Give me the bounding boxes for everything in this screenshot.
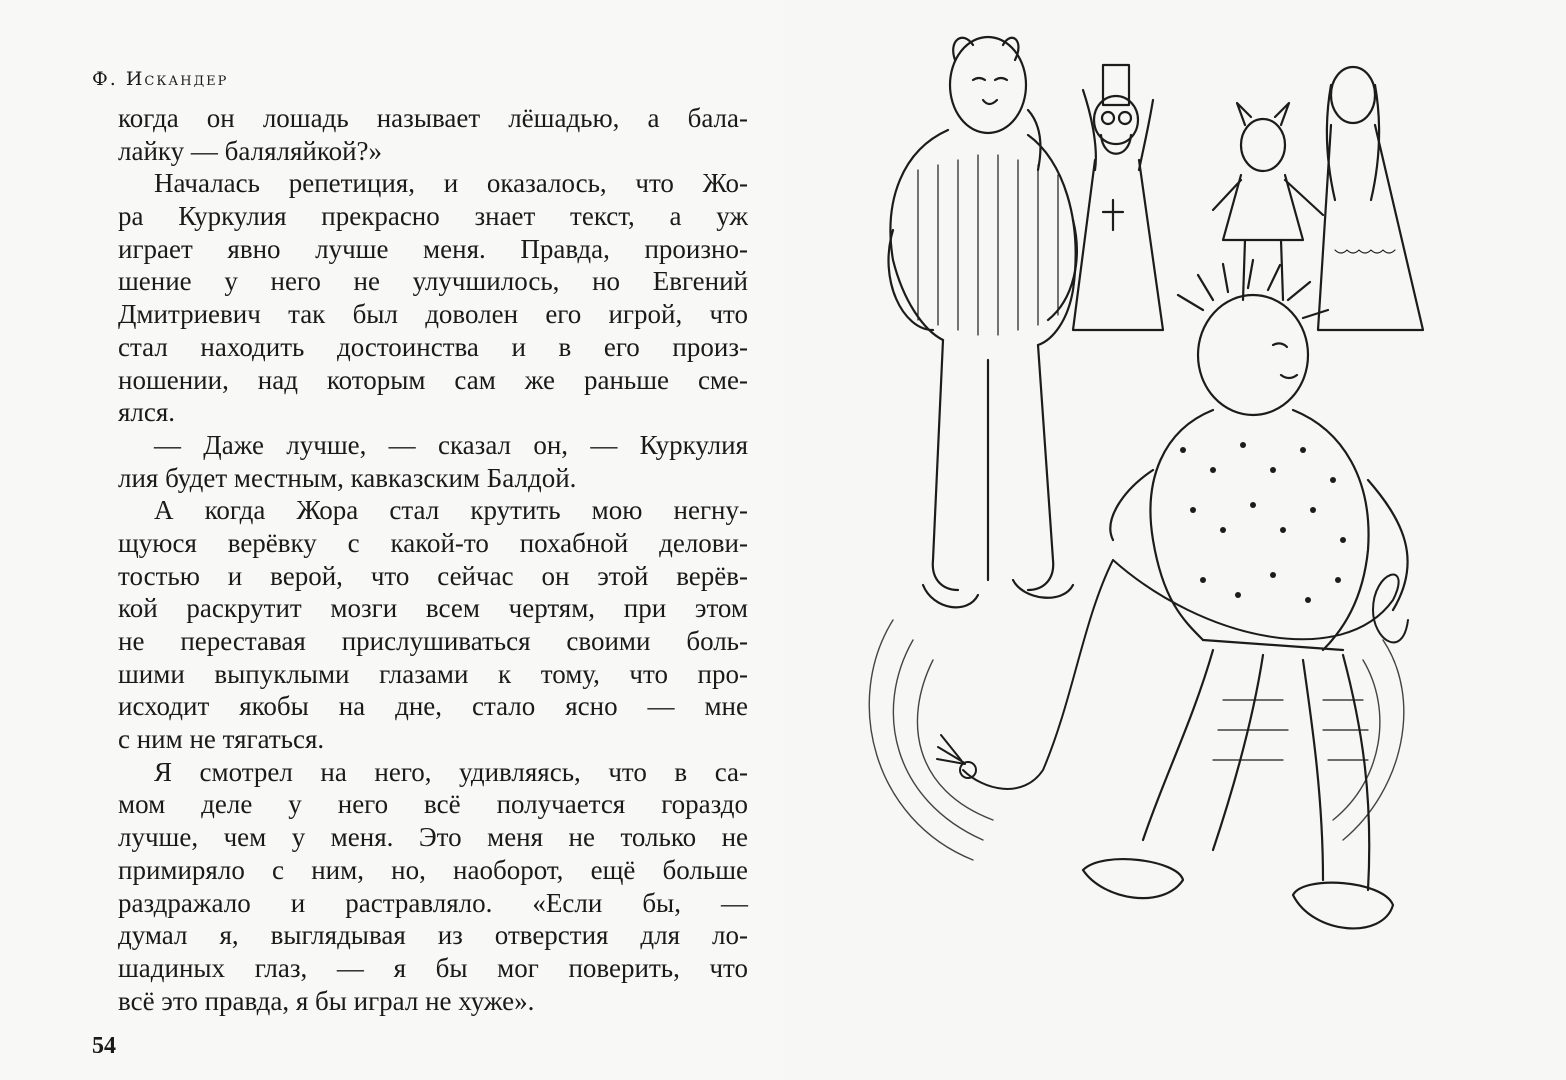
text-line: лайку — баляляйкой?» xyxy=(118,135,383,166)
text-line: ношении, над которым сам же раньше сме- xyxy=(118,364,748,395)
text-line: стал находить достоинства и в его произ- xyxy=(118,331,748,362)
text-line: играет явно лучше меня. Правда, произно- xyxy=(118,233,748,264)
text-line: всё это правда, я бы играл не хуже». xyxy=(118,985,535,1016)
text-line: примиряло с ним, но, наоборот, ещё больше xyxy=(118,854,748,885)
right-page xyxy=(783,0,1566,1080)
swirl-lines xyxy=(869,620,1404,860)
page-number: 54 xyxy=(92,1033,116,1059)
text-line: Я смотрел на него, удивляясь, что в са- xyxy=(154,756,748,787)
boy-figure xyxy=(1083,260,1408,928)
text-line: А когда Жора стал крутить мою негну- xyxy=(154,495,748,526)
text-line: шими выпуклыми глазами к тому, что про- xyxy=(118,658,748,689)
text-line: Началась репетиция, и оказалось, что Жо- xyxy=(154,168,748,199)
text-line: исходит якобы на дне, стало ясно — мне xyxy=(118,691,748,722)
running-head: Ф. Искандер xyxy=(92,68,229,90)
text-line: лия будет местным, кавказским Балдой. xyxy=(118,462,577,493)
text-line: думал я, выглядывая из отверстия для ло- xyxy=(118,920,748,951)
text-line: лучше, чем у меня. Это меня не только не xyxy=(118,822,748,853)
text-line: Дмитриевич так был доволен его игрой, что xyxy=(118,299,748,330)
body-text xyxy=(118,102,748,1017)
text-line: не переставая прислушиваться своими боль- xyxy=(118,626,748,656)
devil-boy-figure xyxy=(1213,103,1323,300)
text-line: щуюся верёвку с какой-то похабной делови- xyxy=(118,527,748,558)
text-line: — Даже лучше, — сказал он, — Куркулия xyxy=(154,429,748,460)
text-line: с ним не тягаться. xyxy=(118,724,325,755)
text-line: ялся. xyxy=(118,397,176,428)
text-line: мом деле у него всё получается гораздо xyxy=(118,789,748,820)
man-figure xyxy=(889,37,1077,607)
text-line: ра Куркулия прекрасно знает текст, а уж xyxy=(118,201,748,232)
text-line: кой раскрутит мозги всем чертям, при этом xyxy=(118,593,748,624)
rope xyxy=(937,560,1408,789)
illustration xyxy=(783,0,1566,1080)
text-line: тостью и верой, что сейчас он этой верёв- xyxy=(118,560,748,591)
girl-figure xyxy=(1318,67,1423,330)
text-line: шадиных глаз, — я бы мог поверить, что xyxy=(118,952,748,983)
text-line: раздражало и растравляло. «Если бы, — xyxy=(118,887,748,918)
text-line: шение у него не улучшилось, но Евгений xyxy=(118,266,748,297)
text-line: когда он лошадь называет лёшадью, а бала- xyxy=(118,103,748,133)
priest-figure xyxy=(1073,65,1163,330)
